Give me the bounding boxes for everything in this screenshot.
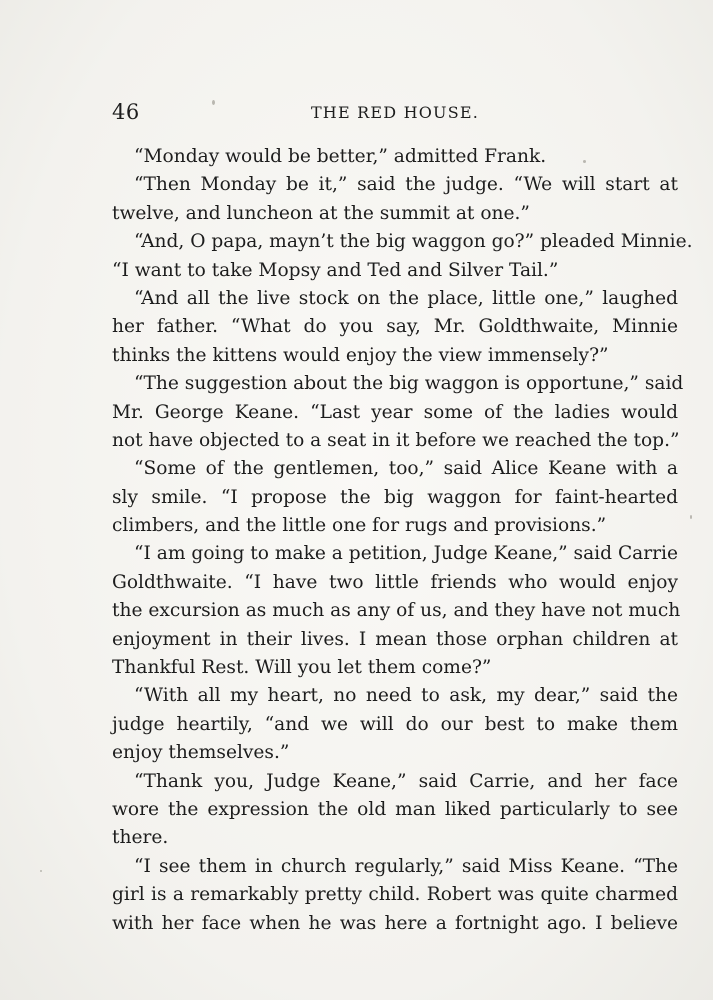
text-line: “With all my heart, no need to ask, my dear,” said the <box>134 685 678 707</box>
text-line: “I see them in church regularly,” said Miss Keane. “The <box>134 855 678 877</box>
text-line: enjoyment in their lives. I mean those orphan children at <box>112 628 678 650</box>
text-line: judge heartily, “and we will do our best to make them <box>112 713 678 735</box>
text-line: Mr. George Keane. “Last year some of the ladies would <box>112 401 678 423</box>
text-line: “I am going to make a petition, Judge Keane,” said Carrie <box>134 543 678 565</box>
text-line: Thankful Rest. Will you let them come?” <box>112 657 492 679</box>
text-line: thinks the kittens would enjoy the view immensely?” <box>112 344 609 366</box>
text-line: “Then Monday be it,” said the judge. “We will start at <box>134 174 678 196</box>
paper-speck <box>40 870 42 872</box>
running-title: THE RED HOUSE. <box>310 103 480 122</box>
text-line: “I want to take Mopsy and Ted and Silver Tail.” <box>112 259 559 281</box>
text-line: wore the expression the old man liked particularly to see <box>112 798 678 820</box>
text-line: twelve, and luncheon at the summit at one.” <box>112 202 530 224</box>
text-line: there. <box>112 827 169 849</box>
text-line: “And, O papa, mayn’t the big waggon go?” pleaded Minnie. <box>134 231 693 253</box>
text-line: enjoy themselves.” <box>112 742 290 764</box>
text-line: the excursion as much as any of us, and they have not much <box>112 600 681 622</box>
text-line: sly smile. “I propose the big waggon for faint-hearted <box>112 486 678 508</box>
text-line: “Thank you, Judge Keane,” said Carrie, and her face <box>134 770 678 792</box>
text-line: not have objected to a seat in it before we reached the top.” <box>112 429 680 451</box>
text-line: “Some of the gentlemen, too,” said Alice Keane with a <box>134 458 678 480</box>
running-head <box>112 100 678 130</box>
text-line: “Monday would be better,” admitted Frank. <box>134 146 547 167</box>
text-line: girl is a remarkably pretty child. Robert was quite charmed <box>112 884 678 906</box>
page-number: 46 <box>112 100 140 124</box>
text-line: her father. “What do you say, Mr. Goldthwaite, Minnie <box>112 316 678 338</box>
text-line: Goldthwaite. “I have two little friends who would enjoy <box>112 571 678 593</box>
text-line: “The suggestion about the big waggon is opportune,” said <box>134 373 684 395</box>
paper-speck <box>690 515 692 519</box>
text-line: climbers, and the little one for rugs and provisions.” <box>112 515 607 537</box>
text-line: “And all the live stock on the place, little one,” laughed <box>134 287 678 309</box>
text-line: with her face when he was here a fortnight ago. I believe <box>112 912 678 934</box>
body-text <box>112 143 693 938</box>
